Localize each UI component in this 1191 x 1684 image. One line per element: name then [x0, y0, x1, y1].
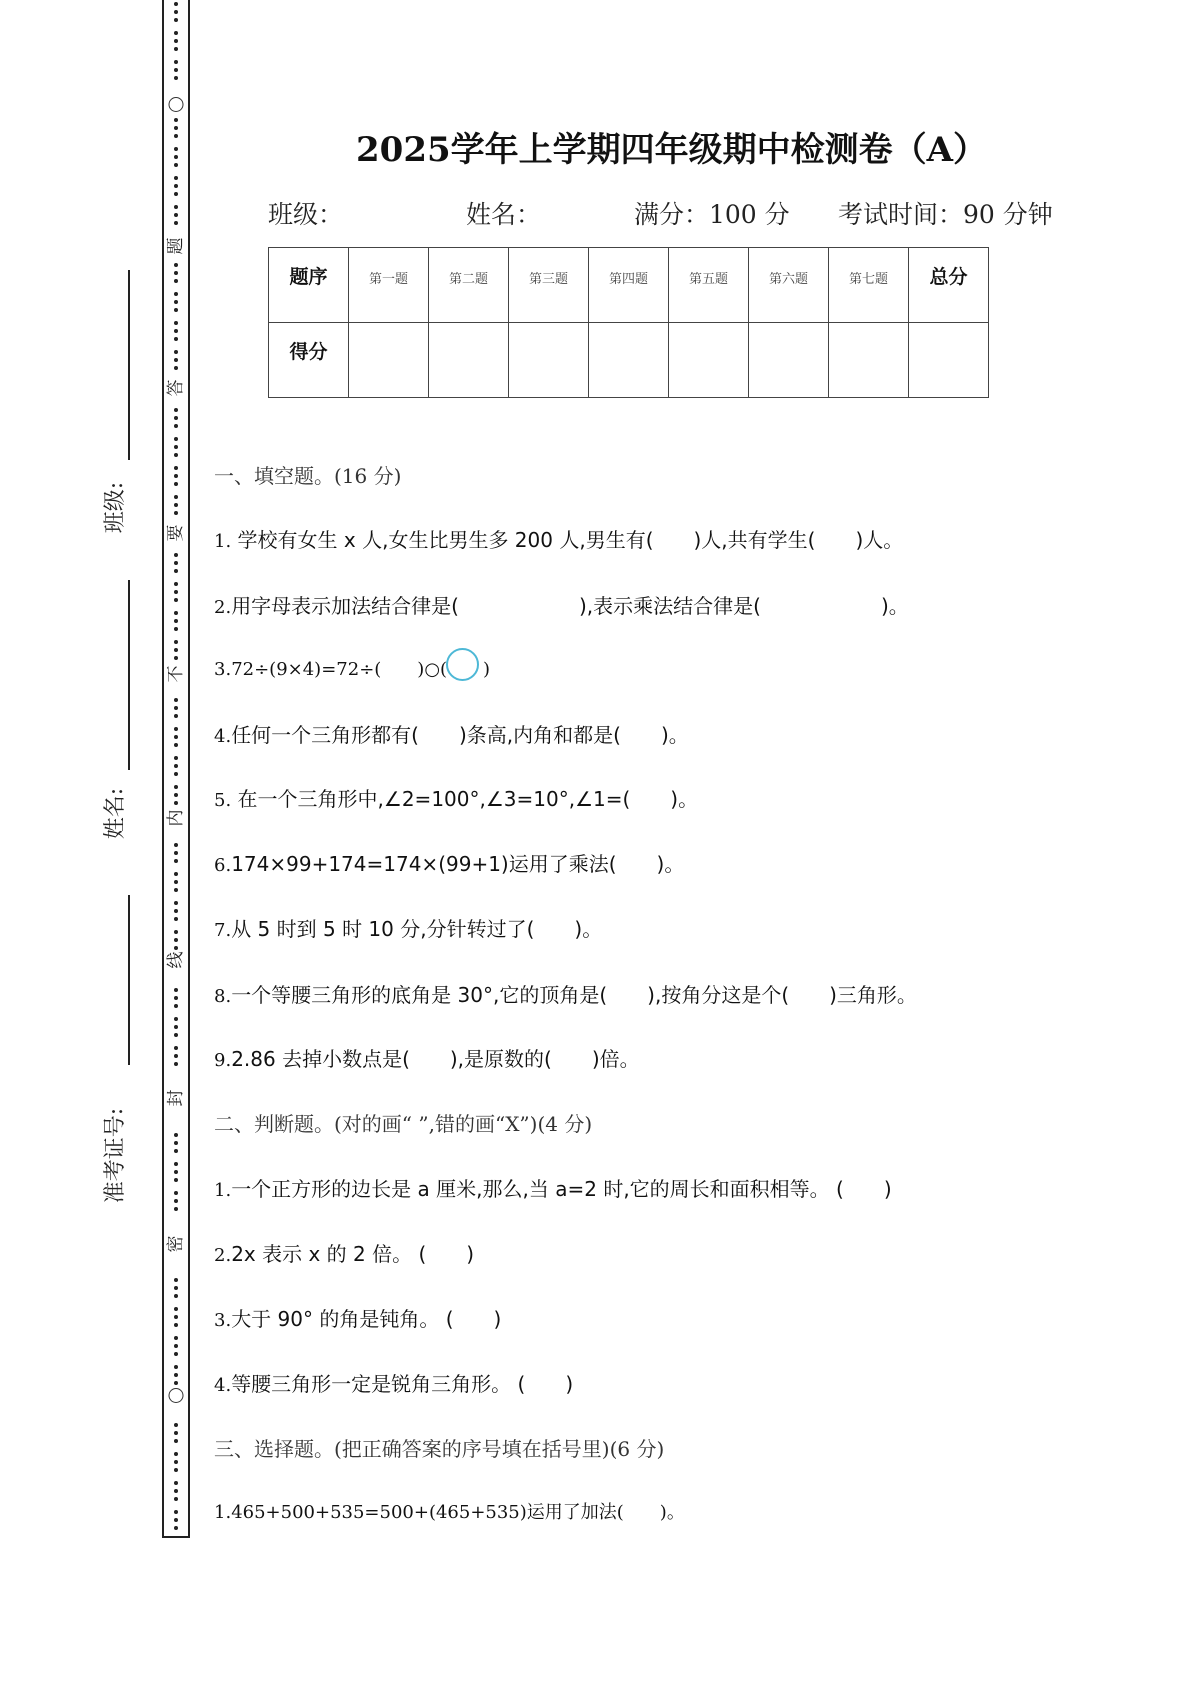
score-cell-q3[interactable]	[509, 323, 589, 398]
question-2-4	[214, 1368, 573, 1397]
question-2-2	[214, 1238, 474, 1267]
dotted-cut-line	[174, 872, 178, 896]
name-field-label: 姓名：	[466, 200, 542, 229]
dotted-cut-line	[174, 1133, 178, 1157]
seal-line-character: 密	[166, 1235, 186, 1253]
binding-strip-content	[164, 0, 188, 1536]
score-cell-q1[interactable]	[349, 323, 429, 398]
score-table-header-row	[269, 248, 989, 323]
dotted-cut-line	[174, 1017, 178, 1041]
dotted-cut-line	[174, 60, 178, 84]
row-header-question-order: 题序	[269, 248, 349, 323]
question-number: 3.	[214, 659, 232, 680]
col-total: 总分	[909, 248, 989, 323]
question-text: 学校有女生 x 人,女生比男生多 200 人,男生有( )人,共有学生( )人。	[237, 528, 904, 552]
dotted-cut-line	[174, 1423, 178, 1447]
question-text: 465+500+535=500+(465+535)运用了加法( )。	[231, 1502, 685, 1523]
dotted-cut-line	[174, 466, 178, 490]
dotted-cut-line	[174, 147, 178, 171]
question-number: 1.	[214, 1502, 232, 1523]
question-number: 1.	[214, 1180, 232, 1201]
binding-hole-circle-icon	[169, 1388, 184, 1403]
dotted-cut-line	[174, 1162, 178, 1186]
seal-line-character: 内	[166, 809, 186, 827]
question-text: 2x 表示 x 的 2 倍。 ( )	[231, 1242, 475, 1266]
question-number: 4.	[214, 1375, 232, 1396]
seal-line-character: 答	[166, 379, 186, 397]
score-cell-total[interactable]	[909, 323, 989, 398]
col-q3: 第三题	[509, 248, 589, 323]
dotted-cut-line	[174, 727, 178, 751]
dotted-cut-line	[174, 553, 178, 577]
question-1-7	[214, 913, 602, 942]
seal-line-character: 线	[166, 951, 186, 969]
question-2-3	[214, 1303, 501, 1332]
seal-line-character: 题	[166, 237, 186, 255]
question-number: 6.	[214, 855, 232, 876]
dotted-cut-line	[174, 292, 178, 316]
question-number: 1.	[214, 531, 232, 552]
full-score-label: 满分：100 分	[634, 200, 790, 229]
question-number: 9.	[214, 1050, 232, 1071]
name-underline	[128, 580, 130, 770]
dotted-cut-line	[174, 988, 178, 1012]
question-text: 大于 90° 的角是钝角。 ( )	[231, 1307, 502, 1331]
dotted-cut-line	[174, 1307, 178, 1331]
score-table	[268, 247, 989, 398]
question-1-2	[214, 590, 909, 619]
row-header-score: 得分	[269, 323, 349, 398]
dotted-cut-line	[174, 611, 178, 635]
question-text: 2.86 去掉小数点是( ),是原数的( )倍。	[231, 1047, 640, 1071]
dotted-cut-line	[174, 1336, 178, 1360]
question-text: 在一个三角形中,∠2=100°,∠3=10°,∠1=( )。	[237, 787, 699, 811]
question-1-1	[214, 524, 903, 553]
page-title: 2025学年上学期四年级期中检测卷（A）	[356, 130, 988, 170]
dotted-cut-line	[174, 1191, 178, 1215]
circle-annotation-marker	[446, 648, 479, 681]
dotted-cut-line	[174, 756, 178, 780]
score-cell-q6[interactable]	[749, 323, 829, 398]
side-name-label: 姓名:	[103, 787, 129, 840]
col-q7: 第七题	[829, 248, 909, 323]
question-number: 2.	[214, 1245, 232, 1266]
binding-hole-circle-icon	[169, 97, 184, 112]
dotted-cut-line	[174, 1046, 178, 1070]
question-text: 174×99+174=174×(99+1)运用了乘法( )。	[231, 852, 685, 876]
seal-line-character: 不	[166, 665, 186, 683]
question-1-8	[214, 979, 917, 1008]
question-2-1	[214, 1173, 892, 1202]
section-title-true-false: 二、判断题。(对的画“ ”,错的画“X”)(4 分)	[214, 1112, 593, 1136]
question-number: 5.	[214, 790, 232, 811]
dotted-cut-line	[174, 901, 178, 925]
dotted-cut-line	[174, 698, 178, 722]
question-1-9	[214, 1043, 640, 1072]
section-title-fill-blank: 一、填空题。(16 分)	[214, 464, 402, 488]
dotted-cut-line	[174, 437, 178, 461]
dotted-cut-line	[174, 640, 178, 664]
exam-time-label: 考试时间：90 分钟	[838, 200, 1053, 229]
dotted-cut-line	[174, 2, 178, 26]
dotted-cut-line	[174, 31, 178, 55]
seal-line-character: 封	[166, 1089, 186, 1107]
dotted-cut-line	[174, 785, 178, 809]
dotted-cut-line	[174, 321, 178, 345]
score-cell-q5[interactable]	[669, 323, 749, 398]
seal-line-character: 要	[166, 524, 186, 542]
class-field-label: 班级：	[268, 200, 344, 229]
question-text: 用字母表示加法结合律是( ),表示乘法结合律是( )。	[231, 594, 909, 618]
dotted-cut-line	[174, 408, 178, 432]
dotted-cut-line	[174, 1452, 178, 1476]
dotted-cut-line	[174, 118, 178, 142]
col-q1: 第一题	[349, 248, 429, 323]
side-exam-id-label: 准考证号:	[103, 1107, 129, 1204]
question-text: 72÷(9×4)=72÷( )○( )	[231, 659, 491, 680]
dotted-cut-line	[174, 1510, 178, 1534]
class-underline	[128, 270, 130, 460]
col-q6: 第六题	[749, 248, 829, 323]
question-text: 等腰三角形一定是锐角三角形。 ( )	[231, 1372, 574, 1396]
question-1-5	[214, 783, 698, 812]
dotted-cut-line	[174, 350, 178, 374]
score-cell-q2[interactable]	[429, 323, 509, 398]
dotted-cut-line	[174, 1365, 178, 1389]
question-text: 从 5 时到 5 时 10 分,分针转过了( )。	[231, 917, 603, 941]
score-table-score-row	[269, 323, 989, 398]
question-text: 任何一个三角形都有( )条高,内角和都是( )。	[231, 723, 689, 747]
dotted-cut-line	[174, 1278, 178, 1302]
question-text: 一个等腰三角形的底角是 30°,它的顶角是( ),按角分这是个( )三角形。	[231, 983, 917, 1007]
side-class-label: 班级:	[103, 481, 129, 534]
dotted-cut-line	[174, 263, 178, 287]
dotted-cut-line	[174, 176, 178, 200]
question-number: 8.	[214, 986, 232, 1007]
col-q5: 第五题	[669, 248, 749, 323]
question-number: 7.	[214, 920, 232, 941]
question-number: 3.	[214, 1310, 232, 1331]
question-text: 一个正方形的边长是 a 厘米,那么,当 a=2 时,它的周长和面积相等。 ( )	[231, 1177, 892, 1201]
section-title-multiple-choice: 三、选择题。(把正确答案的序号填在括号里)(6 分)	[214, 1437, 665, 1461]
score-cell-q4[interactable]	[589, 323, 669, 398]
col-q2: 第二题	[429, 248, 509, 323]
col-q4: 第四题	[589, 248, 669, 323]
dotted-cut-line	[174, 843, 178, 867]
dotted-cut-line	[174, 582, 178, 606]
binding-strip	[162, 0, 190, 1538]
question-1-4	[214, 719, 689, 748]
dotted-cut-line	[174, 205, 178, 229]
score-cell-q7[interactable]	[829, 323, 909, 398]
dotted-cut-line	[174, 495, 178, 519]
question-number: 2.	[214, 597, 232, 618]
dotted-cut-line	[174, 1481, 178, 1505]
question-3-1	[214, 1498, 685, 1524]
question-1-6	[214, 848, 684, 877]
question-number: 4.	[214, 726, 232, 747]
exam-id-underline	[128, 895, 130, 1065]
